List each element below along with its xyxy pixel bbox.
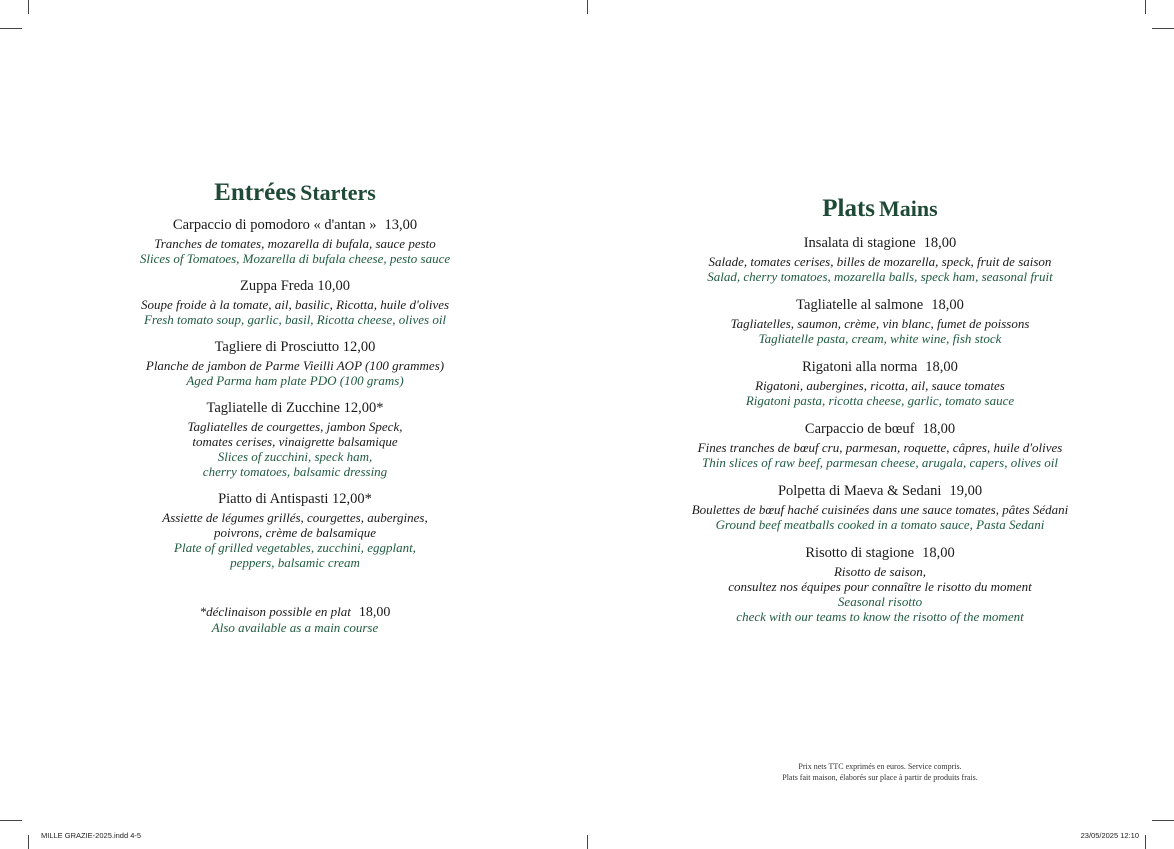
- menu-item: [630, 420, 1130, 470]
- item-name: Carpaccio di pomodoro « d'antan »: [172, 217, 377, 233]
- slug-date: 23/05/2025 12:10: [1080, 831, 1139, 840]
- crop-mark: [587, 0, 588, 14]
- menu-item: [95, 338, 495, 388]
- mains-section: [630, 194, 1130, 636]
- menu-item: [95, 490, 495, 570]
- item-name-line: [95, 277, 495, 295]
- item-description-en: check with our teams to know the risotto of the moment: [736, 609, 1024, 624]
- item-description-fr: Tagliatelles de courgettes, jambon Speck,: [187, 419, 403, 434]
- crop-mark: [1145, 835, 1146, 849]
- menu-item: [630, 234, 1130, 284]
- item-price: 18,00: [922, 545, 955, 561]
- crop-mark: [1152, 28, 1174, 29]
- item-description-en: Plate of grilled vegetables, zucchini, eggplant,: [174, 540, 416, 555]
- item-name-line: [630, 358, 1130, 376]
- mains-list: [630, 234, 1130, 624]
- starters-title-fr: Entrées: [214, 179, 297, 206]
- item-description-en: peppers, balsamic cream: [230, 555, 360, 570]
- item-description-en: Fresh tomato soup, garlic, basil, Ricotta cheese, olives oil: [143, 312, 447, 327]
- item-name: Zuppa Freda 10,00: [240, 278, 350, 294]
- item-name: Risotto di stagione: [805, 545, 915, 561]
- item-name-line: [95, 216, 495, 234]
- item-name: Tagliatelle al salmone: [796, 297, 924, 313]
- slug-filename: MILLE GRAZIE-2025.indd 4-5: [41, 831, 142, 840]
- item-description-en: Aged Parma ham plate PDO (100 grams): [186, 373, 404, 388]
- item-name: Rigatoni alla norma: [802, 359, 918, 375]
- item-name: Insalata di stagione: [803, 235, 916, 251]
- mains-title: [630, 194, 1130, 224]
- crop-mark: [28, 0, 29, 14]
- menu-item: [95, 399, 495, 479]
- starters-section: [95, 178, 495, 635]
- mains-title-fr: Plats: [822, 195, 876, 222]
- menu-item: [630, 544, 1130, 624]
- item-description-fr: Soupe froide à la tomate, ail, basilic, Ricotta, huile d'olives: [140, 297, 450, 312]
- menu-item: [95, 216, 495, 266]
- item-name: Carpaccio de bœuf: [804, 421, 915, 437]
- price-footer-note: [700, 761, 1060, 783]
- menu-item: [630, 358, 1130, 408]
- item-description-fr: Salade, tomates cerises, billes de mozarella, speck, fruit de saison: [708, 254, 1052, 269]
- item-name-line: [95, 490, 495, 508]
- main-course-note: [95, 604, 495, 635]
- item-price: 19,00: [949, 483, 983, 499]
- item-description-fr: Planche de jambon de Parme Vieilli AOP (100 grammes): [145, 358, 445, 373]
- item-description-fr: Fines tranches de bœuf cru, parmesan, roquette, câpres, huile d'olives: [697, 440, 1063, 455]
- item-description-fr: tomates cerises, vinaigrette balsamique: [192, 434, 398, 449]
- item-description-fr: Assiette de légumes grillés, courgettes, aubergines,: [162, 510, 428, 525]
- item-description-en: Tagliatelle pasta, cream, white wine, fish stock: [758, 331, 1002, 346]
- starters-title-en: Starters: [300, 180, 376, 205]
- item-description-en: Thin slices of raw beef, parmesan cheese, arugala, capers, olives oil: [701, 455, 1058, 470]
- item-price: 18,00: [923, 235, 957, 251]
- menu-item: [95, 277, 495, 327]
- crop-mark: [0, 28, 22, 29]
- item-name: Polpetta di Maeva & Sedani: [777, 483, 942, 499]
- item-description-en: Slices of Tomatoes, Mozarella di bufala cheese, pesto sauce: [139, 251, 451, 266]
- starters-title: [95, 178, 495, 208]
- item-description-en: Ground beef meatballs cooked in a tomato sauce, Pasta Sedani: [715, 517, 1045, 532]
- item-name-line: [630, 296, 1130, 314]
- mains-title-en: Mains: [879, 196, 938, 221]
- item-description-fr: Tagliatelles, saumon, crème, vin blanc, fumet de poissons: [730, 316, 1030, 331]
- footer-line-2: Plats fait maison, élaborés sur place à partir de produits frais.: [782, 773, 978, 782]
- crop-mark: [1145, 0, 1146, 14]
- item-description-fr: consultez nos équipes pour connaître le risotto du moment: [728, 579, 1032, 594]
- note-en: Also available as a main course: [211, 620, 379, 635]
- item-price: 18,00: [925, 359, 958, 375]
- item-name-line: [630, 234, 1130, 252]
- note-fr: [95, 604, 495, 620]
- item-description-en: Rigatoni pasta, ricotta cheese, garlic, tomato sauce: [745, 393, 1015, 408]
- item-description-en: Salad, cherry tomatoes, mozarella balls, speck ham, seasonal fruit: [707, 269, 1053, 284]
- crop-mark: [1152, 820, 1174, 821]
- item-description-fr: Risotto de saison,: [833, 564, 927, 579]
- starters-list: [95, 216, 495, 570]
- item-name-line: [630, 482, 1130, 500]
- item-name: Tagliatelle di Zucchine 12,00*: [206, 400, 384, 416]
- menu-item: [630, 296, 1130, 346]
- crop-mark: [0, 820, 22, 821]
- item-description-en: Seasonal risotto: [837, 594, 923, 609]
- item-description-fr: Rigatoni, aubergines, ricotta, ail, sauce tomates: [755, 378, 1005, 393]
- item-name-line: [95, 338, 495, 356]
- item-name-line: [95, 399, 495, 417]
- item-description-fr: poivrons, crème de balsamique: [214, 525, 376, 540]
- item-description-en: Slices of zucchini, speck ham,: [217, 449, 373, 464]
- item-price: 13,00: [384, 217, 418, 233]
- item-description-en: cherry tomatoes, balsamic dressing: [202, 464, 388, 479]
- item-name: Tagliere di Prosciutto 12,00: [214, 339, 376, 355]
- note-fr-text: *déclinaison possible en plat: [199, 604, 351, 619]
- crop-mark: [28, 835, 29, 849]
- menu-item: [630, 482, 1130, 532]
- item-name-line: [630, 420, 1130, 438]
- item-description-fr: Boulettes de bœuf haché cuisinées dans une sauce tomates, pâtes Sédani: [691, 502, 1069, 517]
- footer-line-1: Prix nets TTC exprimés en euros. Service compris.: [798, 762, 962, 771]
- item-name-line: [630, 544, 1130, 562]
- item-price: 18,00: [922, 421, 956, 437]
- crop-mark: [587, 835, 588, 849]
- item-name: Piatto di Antispasti 12,00*: [218, 491, 372, 507]
- item-price: 18,00: [931, 297, 964, 313]
- note-price: 18,00: [358, 605, 391, 620]
- item-description-fr: Tranches de tomates, mozarella di bufala, sauce pesto: [154, 236, 436, 251]
